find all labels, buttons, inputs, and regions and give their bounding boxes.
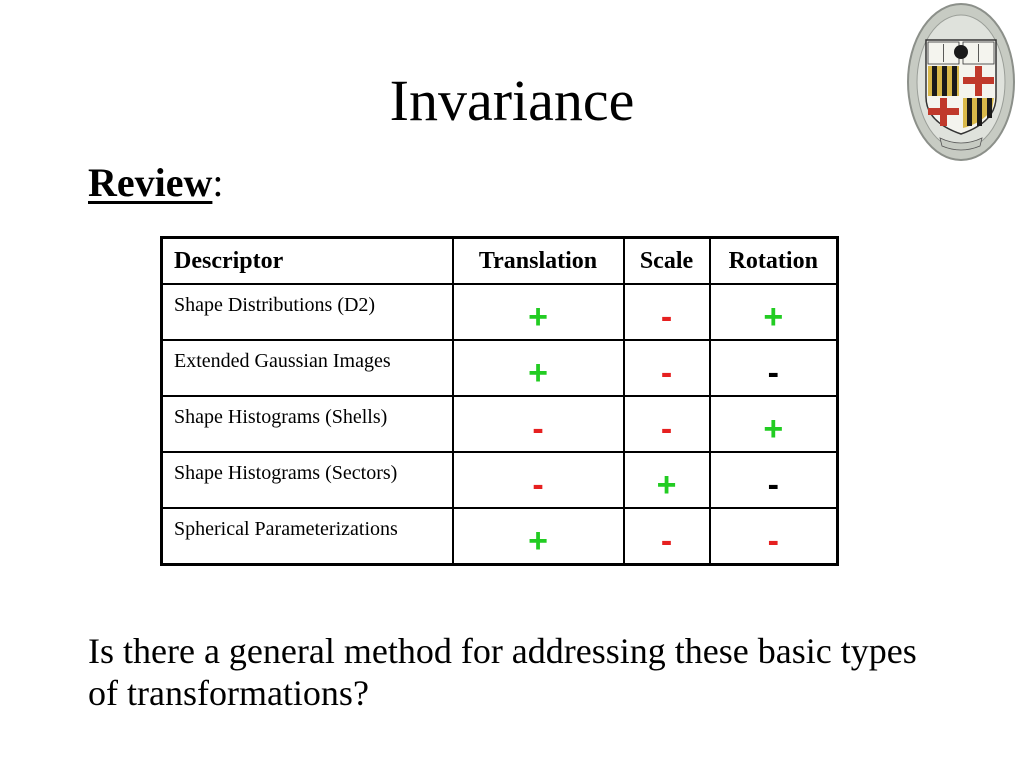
translation-mark: -	[453, 396, 624, 452]
scale-mark: +	[624, 452, 710, 508]
descriptor-cell: Shape Histograms (Sectors)	[162, 452, 453, 508]
rotation-mark: +	[710, 396, 838, 452]
translation-mark: +	[453, 284, 624, 340]
slide-title: Invariance	[389, 68, 635, 133]
header-scale: Scale	[624, 238, 710, 285]
descriptor-cell: Shape Distributions (D2)	[162, 284, 453, 340]
header-descriptor: Descriptor	[162, 238, 453, 285]
scale-mark: -	[624, 284, 710, 340]
table-row	[162, 508, 838, 564]
rotation-mark: +	[710, 284, 838, 340]
header-translation: Translation	[453, 238, 624, 285]
scale-mark: -	[624, 508, 710, 564]
review-label: Review	[88, 160, 213, 205]
scale-mark: -	[624, 340, 710, 396]
question-text: Is there a general method for addressing these basic types of transformations?	[88, 631, 917, 713]
university-seal-icon	[906, 2, 1016, 162]
table-row	[162, 340, 838, 396]
invariance-table	[160, 236, 839, 566]
descriptor-cell: Shape Histograms (Shells)	[162, 396, 453, 452]
rotation-mark: -	[710, 508, 838, 564]
descriptor-cell: Extended Gaussian Images	[162, 340, 453, 396]
scale-mark: -	[624, 396, 710, 452]
review-colon: :	[212, 160, 224, 205]
table-row	[162, 284, 838, 340]
header-rotation: Rotation	[710, 238, 838, 285]
rotation-mark: -	[710, 340, 838, 396]
table-row	[162, 452, 838, 508]
table-header-row	[162, 238, 838, 285]
translation-mark: +	[453, 508, 624, 564]
translation-mark: +	[453, 340, 624, 396]
table-row	[162, 396, 838, 452]
review-heading	[88, 158, 224, 208]
rotation-mark: -	[710, 452, 838, 508]
translation-mark: -	[453, 452, 624, 508]
descriptor-cell: Spherical Parameterizations	[162, 508, 453, 564]
